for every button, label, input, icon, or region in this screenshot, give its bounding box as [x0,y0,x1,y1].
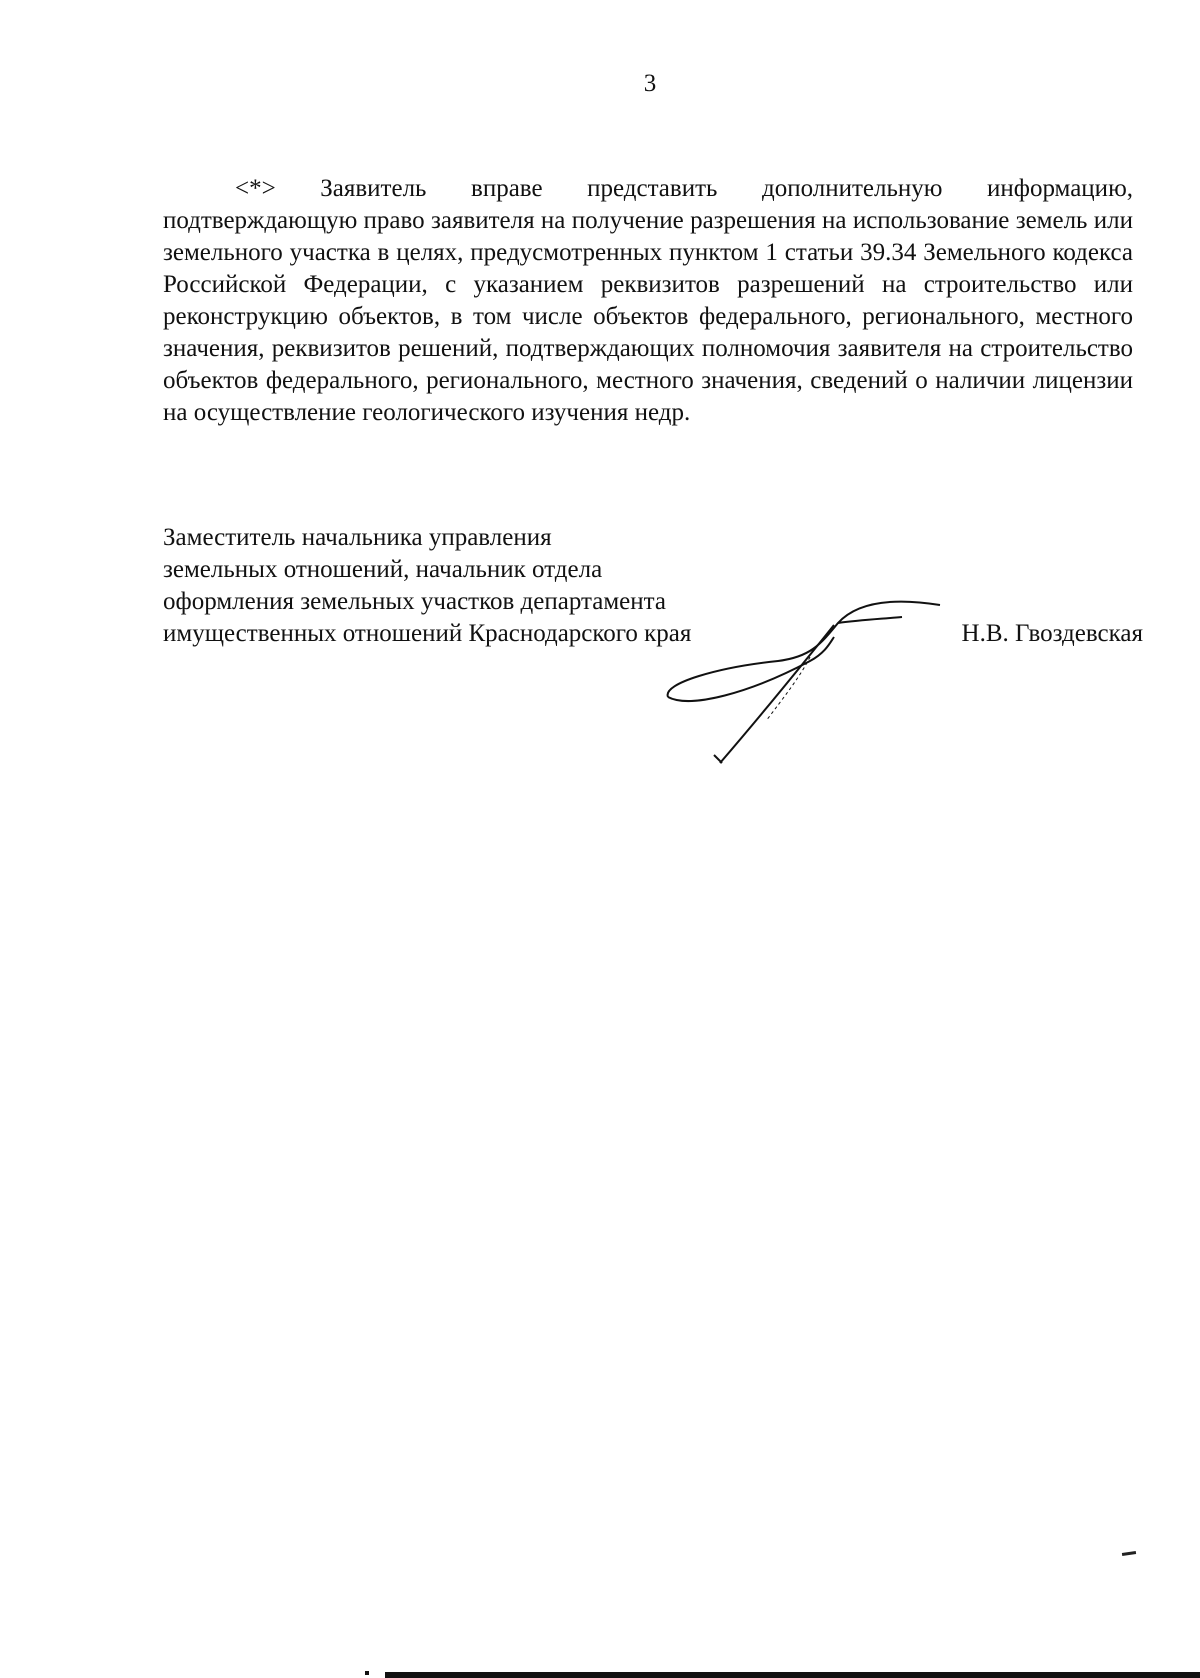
scan-artifact [385,1672,1200,1678]
scan-artifact [1122,1551,1136,1556]
signer-position-line: земельных отношений, начальник отдела [163,556,603,583]
footnote-paragraph: <*> Заявитель вправе представить дополнительную информацию, подтверждающую право заявителя на получение разрешения на использование земель или земельного участка в целях, предусмотренных пунктом 1 статьи 39.34 Земельного кодекса Российской Федерации, с указанием реквизитов разрешений на строительство или реконструкцию объектов, в том числе объектов федерального, регионального, местного значения, реквизитов решений, подтверждающих полномочия заявителя на строительство объектов федерального, регионального, местного значения, сведений о наличии лицензии на осуществление геологического изучения недр. [163,175,1133,426]
signer-name: Н.В. Гвоздевская [961,620,1143,647]
signer-position-line: имущественных отношений Краснодарского края [163,620,692,647]
handwritten-signature-icon [660,585,960,765]
scan-artifact [365,1671,369,1675]
signer-position-line: Заместитель начальника управления [163,524,552,551]
signature-block [163,522,1143,650]
page-number: 3 [643,70,657,97]
signer-position-line: оформления земельных участков департамента [163,588,666,615]
